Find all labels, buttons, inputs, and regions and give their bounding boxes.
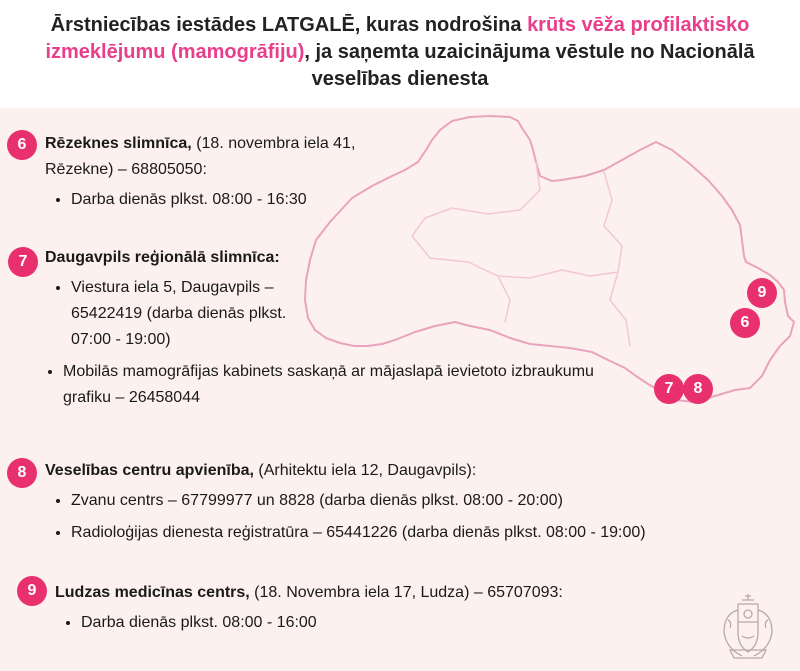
title-part-2: , ja saņemta uzaicinājuma vēstule no Nacionālā veselības dienesta [304, 41, 755, 90]
institution-details: (18. novembra iela 41, Rēzekne) – 68805050: [45, 135, 356, 178]
list-item: • Zvanu centrs – 67799977 un 8828 (darba dienās plkst. 08:00 - 20:00) [71, 488, 725, 514]
map-marker-8: 8 [683, 374, 713, 404]
list-item: • Radioloģijas dienesta reģistratūra – 65441226 (darba dienās plkst. 08:00 - 19:00) [71, 520, 725, 546]
institution-daugavpils-hospital [45, 245, 605, 417]
institution-heading [55, 580, 655, 606]
institution-name: Rēzeknes slimnīca, [45, 135, 192, 152]
list-item: • Mobilās mamogrāfijas kabinets saskaņā ar mājaslapā ievietoto izbraukumu grafiku – 26458044 [63, 359, 603, 411]
number-badge-6: 6 [7, 130, 37, 160]
institution-name: Daugavpils reģionālā slimnīca: [45, 249, 280, 266]
list-item: • Viestura iela 5, Daugavpils – 65422419 (darba dienās plkst. 07:00 - 19:00) [71, 275, 291, 353]
institution-rezekne [45, 131, 395, 219]
number-badge-9: 9 [17, 576, 47, 606]
institution-heading [45, 458, 725, 484]
title-part-1: Ārstniecības iestādes LATGALĒ, kuras nodrošina [50, 14, 528, 36]
hours-list [55, 610, 655, 636]
institution-details: (Arhitektu iela 12, Daugavpils): [253, 462, 477, 479]
list-item: • Darba dienās plkst. 08:00 - 16:30 [71, 187, 395, 213]
coat-of-arms-icon [718, 592, 778, 664]
institution-health-centres [45, 458, 725, 552]
institution-name: Ludzas medicīnas centrs, [55, 584, 250, 601]
institution-ludza [55, 580, 655, 642]
region-border-2 [604, 172, 630, 346]
institution-details: (18. Novembra iela 17, Ludza) – 65707093: [249, 584, 563, 601]
number-badge-7: 7 [8, 247, 38, 277]
map-marker-9: 9 [747, 278, 777, 308]
hours-list [45, 187, 395, 213]
list-item: • Darba dienās plkst. 08:00 - 16:00 [81, 610, 655, 636]
map-marker-6: 6 [730, 308, 760, 338]
contacts-list [45, 275, 605, 411]
region-border-1 [412, 162, 540, 236]
number-badge-8: 8 [7, 458, 37, 488]
map-marker-7: 7 [654, 374, 684, 404]
contacts-list [45, 488, 725, 546]
institution-heading [45, 245, 605, 271]
institution-name: Veselības centru apvienība, [45, 462, 254, 479]
institution-heading [45, 131, 395, 183]
title-highlight: krūts vēža profilaktisko izmeklējumu (mamogrāfiju) [45, 14, 750, 63]
